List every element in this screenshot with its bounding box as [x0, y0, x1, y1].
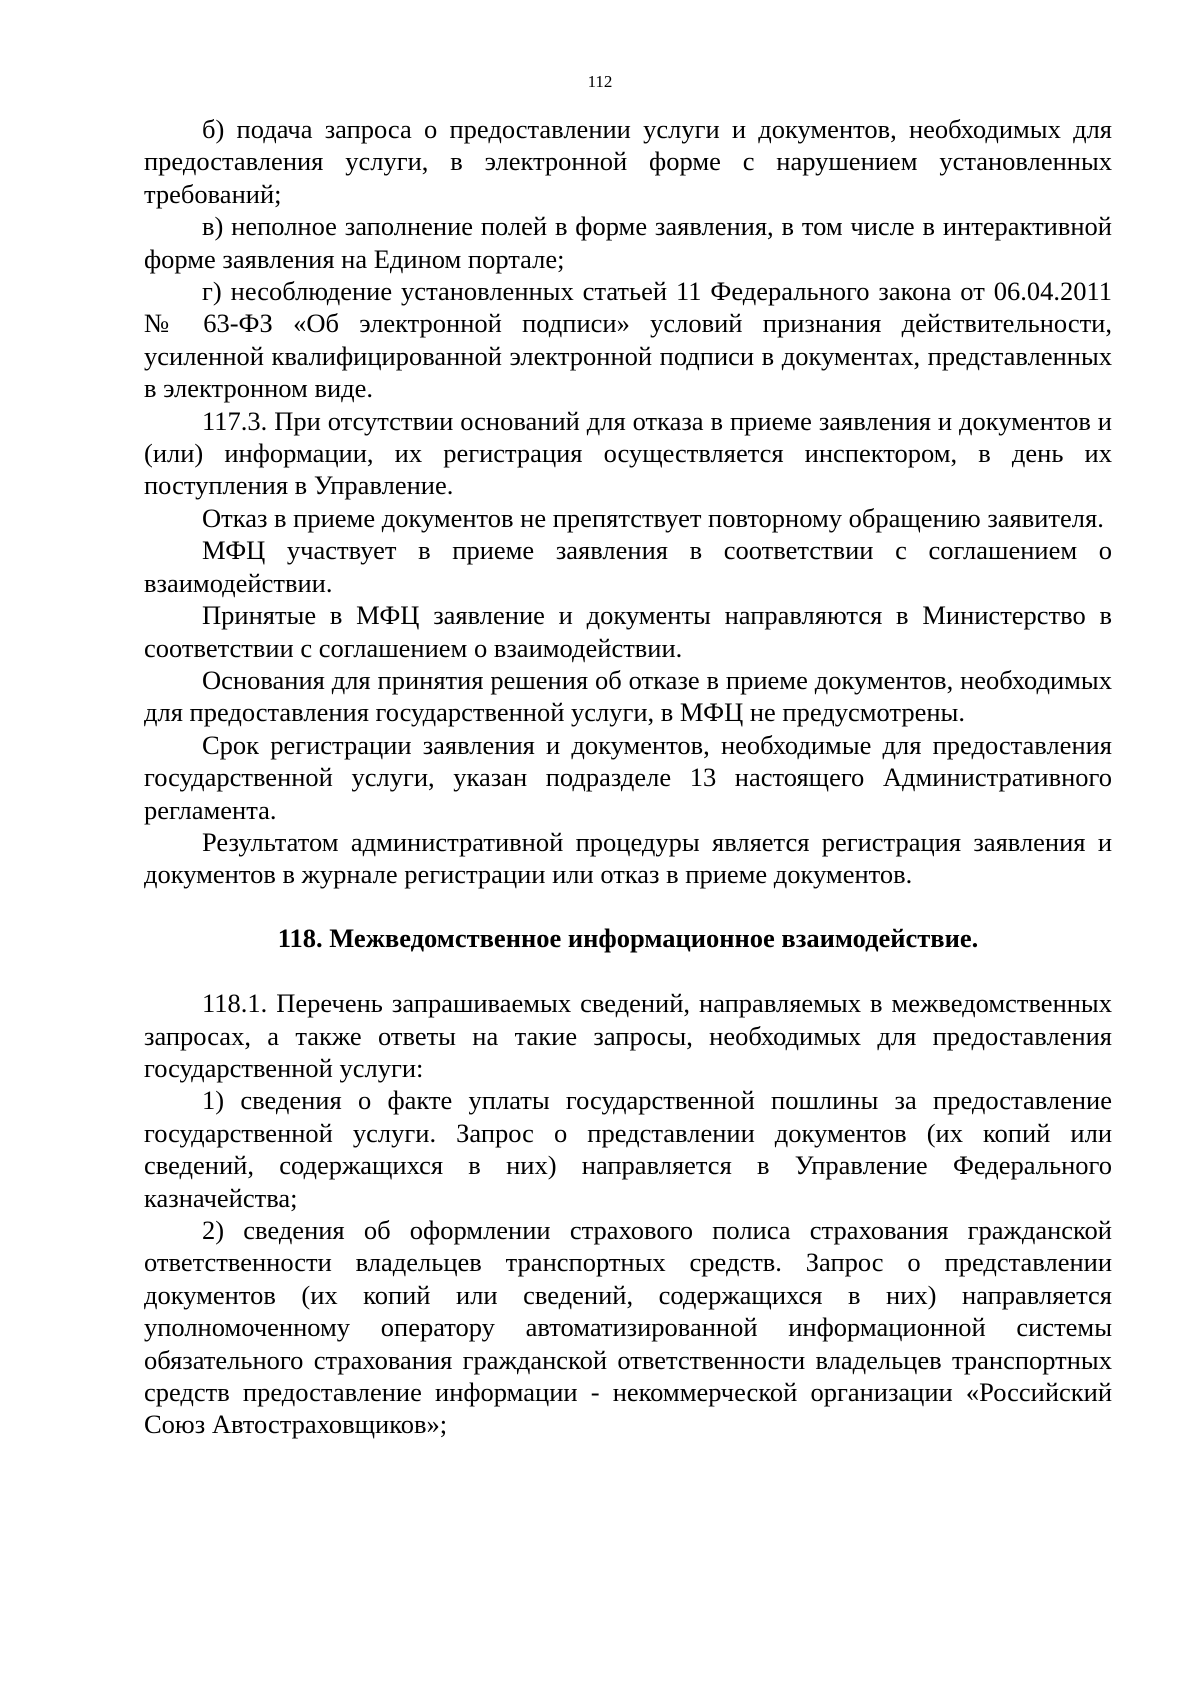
paragraph: Принятые в МФЦ заявление и документы направляются в Министерство в соответствии с соглашением о взаимодействии. [144, 600, 1112, 663]
page-number: 112 [587, 72, 613, 91]
paragraph: Отказ в приеме документов не препятствует повторному обращению заявителя. [202, 502, 1104, 533]
paragraph: Срок регистрации заявления и документов, необходимые для предоставления государственной услуги, указан подразделе 13 настоящего Административного регламента. [144, 729, 1112, 825]
paragraph: 2) сведения об оформлении страхового полиса страхования гражданской ответственности владельцев транспортных средств. Запрос о представлении документов (их копий или сведений, содержащихся в них) направляется уполномоченному оператору автоматизированной информационной системы обязательного страхования гражданской ответственности владельцев транспортных средств предоставление информации - некоммерческой организации «Российский Союз Автостраховщиков»; [144, 1215, 1112, 1440]
paragraph: МФЦ участвует в приеме заявления в соответствии с соглашением о взаимодействии. [144, 535, 1112, 598]
paragraph: в) неполное заполнение полей в форме заявления, в том числе в интерактивной форме заявления на Едином портале; [144, 211, 1112, 274]
section-heading: 118. Межведомственное информационное взаимодействие. [277, 922, 979, 953]
paragraph: 117.3. При отсутствии оснований для отказа в приеме заявления и документов и (или) информации, их регистрация осуществляется инспектором, в день их поступления в Управление. [144, 405, 1112, 501]
paragraph: Результатом административной процедуры является регистрация заявления и документов в журнале регистрации или отказ в приеме документов. [144, 826, 1112, 890]
paragraph: 1) сведения о факте уплаты государственной пошлины за предоставление государственной услуги. Запрос о представлении документов (их копий или сведений, содержащихся в них) направляется в Управление Федерального казначейства; [144, 1085, 1112, 1213]
paragraph: б) подача запроса о предоставлении услуги и документов, необходимых для предоставления услуги, в электронной форме с нарушением установленных требований; [144, 114, 1112, 209]
paragraph: г) несоблюдение установленных статьей 11 Федерального закона от 06.04.2011 № 63-ФЗ «Об электронной подписи» условий признания действительности, усиленной квалифицированной электронной подписи в документах, представленных в электронном виде. [144, 276, 1112, 404]
paragraph: Основания для принятия решения об отказе в приеме документов, необходимых для предоставления государственной услуги, в МФЦ не предусмотрены. [144, 664, 1112, 728]
document-body [144, 113, 1112, 1441]
paragraph: 118.1. Перечень запрашиваемых сведений, направляемых в межведомственных запросах, а также ответы на такие запросы, необходимых для предоставления государственной услуги: [144, 988, 1112, 1083]
